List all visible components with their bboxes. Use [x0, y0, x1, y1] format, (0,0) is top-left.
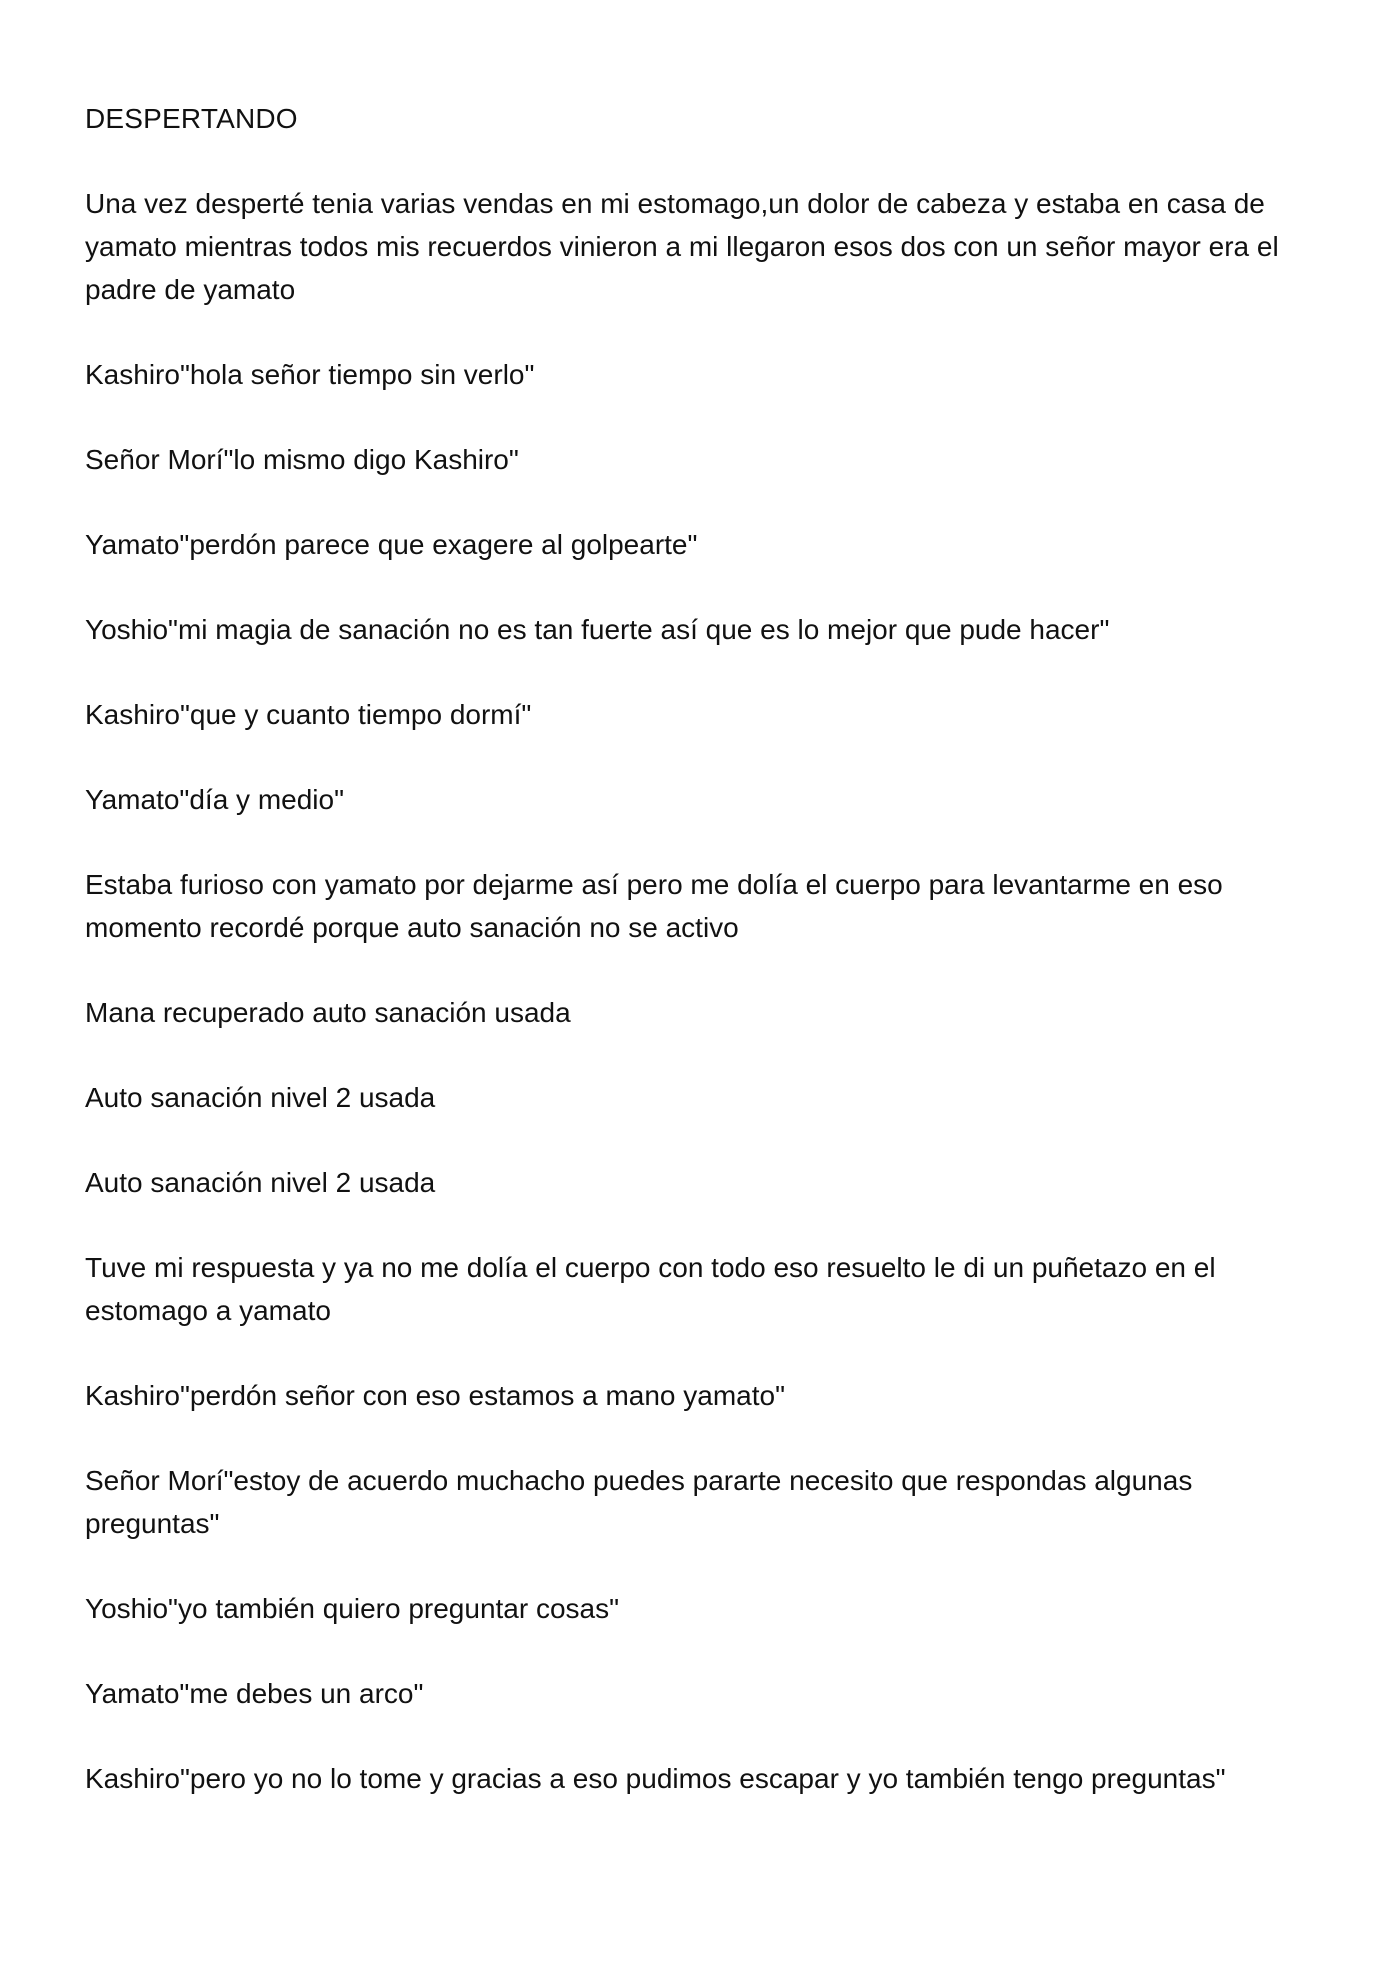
- paragraph-narration: Tuve mi respuesta y ya no me dolía el cuerpo con todo eso resuelto le di un puñetazo en el estomago a yamato: [85, 1252, 1216, 1326]
- paragraph-dialogue: Kashiro"perdón señor con eso estamos a mano yamato": [85, 1380, 786, 1411]
- document-title: DESPERTANDO: [85, 103, 298, 134]
- paragraph-intro: Una vez desperté tenia varias vendas en mi estomago,un dolor de cabeza y estaba en casa de yamato mientras todos mis recuerdos vinieron a mi llegaron esos dos con un señor mayor era el padre de yamato: [85, 188, 1279, 305]
- paragraph-system-message: Auto sanación nivel 2 usada: [85, 1082, 436, 1113]
- paragraph-dialogue: Kashiro"que y cuanto tiempo dormí": [85, 699, 532, 730]
- paragraph-dialogue: Yoshio"yo también quiero preguntar cosas": [85, 1593, 620, 1624]
- paragraph-dialogue: Señor Morí"lo mismo digo Kashiro": [85, 444, 519, 475]
- paragraph-dialogue: Señor Morí"estoy de acuerdo muchacho puedes pararte necesito que respondas algunas preguntas": [85, 1465, 1193, 1539]
- paragraph-system-message: Mana recuperado auto sanación usada: [85, 997, 571, 1028]
- paragraph-dialogue: Kashiro"pero yo no lo tome y gracias a eso pudimos escapar y yo también tengo preguntas": [85, 1763, 1226, 1794]
- paragraph-dialogue: Yamato"día y medio": [85, 784, 345, 815]
- paragraph-dialogue: Yamato"me debes un arco": [85, 1678, 424, 1709]
- paragraph-narration: Estaba furioso con yamato por dejarme así pero me dolía el cuerpo para levantarme en eso momento recordé porque auto sanación no se activo: [85, 869, 1223, 943]
- paragraph-system-message: Auto sanación nivel 2 usada: [85, 1167, 436, 1198]
- paragraph-dialogue: Kashiro"hola señor tiempo sin verlo": [85, 359, 535, 390]
- paragraph-dialogue: Yamato"perdón parece que exagere al golpearte": [85, 529, 698, 560]
- paragraph-dialogue: Yoshio"mi magia de sanación no es tan fuerte así que es lo mejor que pude hacer": [85, 614, 1110, 645]
